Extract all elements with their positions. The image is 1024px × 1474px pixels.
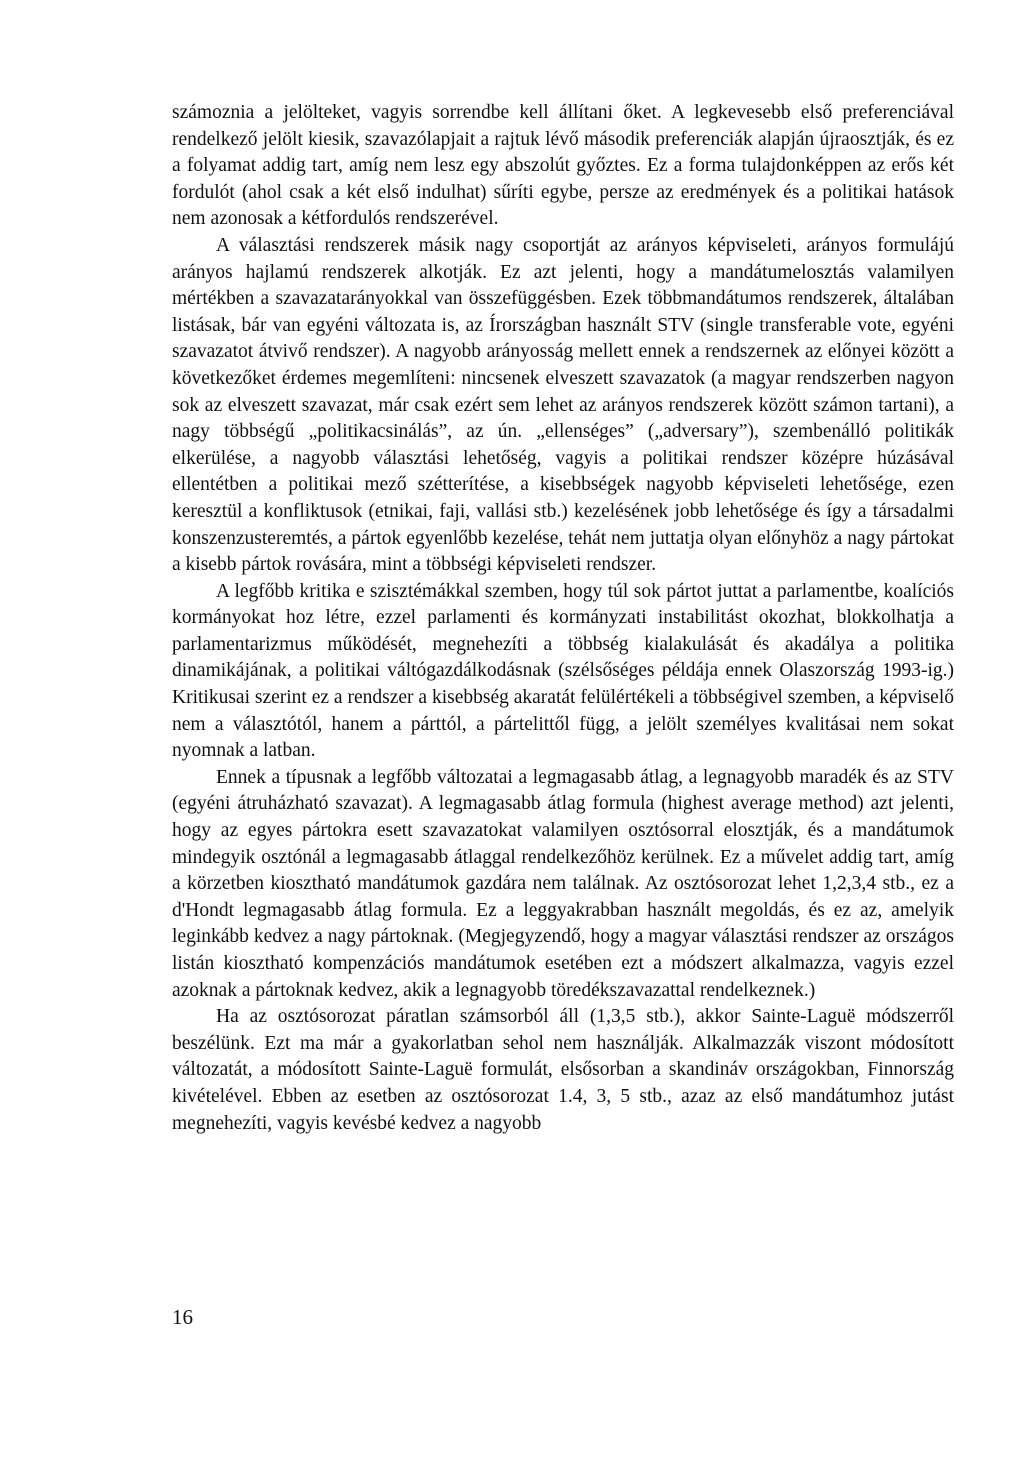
paragraph-criticism: A legfőbb kritika e szisztémákkal szemben, hogy túl sok pártot juttat a parlamentbe, koalíciós kormányokat hoz létre, ezzel parlamenti és kormányzati instabilitást okozhat, blokkolhatja a parlamentarizmus működését, megnehezíti a többség kialakulását és akadálya a politika dinamikájának, a politikai váltógazdálkodásnak (szélsőséges példája ennek Olaszország 1993-ig.) Kritikusai szerint ez a rendszer a kisebbség akaratát felülértékeli a többségivel szemben, a képviselő nem a választótól, hanem a párttól, a pártelittől függ, a jelölt személyes kvalitásai nem sokat nyomnak a latban. bbox=[172, 580, 954, 762]
page-number: 16 bbox=[172, 1305, 193, 1329]
body-text bbox=[172, 100, 954, 1137]
paragraph-proportional-systems: A választási rendszerek másik nagy csoportját az arányos képviseleti, arányos formulájú arányos hajlamú rendszerek alkotják. Ez azt jelenti, hogy a mandátumelosztás valamilyen mértékben a szavazatarányokkal van összefüggésben. Ezek többmandátumos rendszerek, általában listásak, bár van egyéni változata is, az Írországban használt STV (single transferable vote, egyéni szavazatot átvivő rendszer). A nagyobb arányosság mellett ennek a rendszernek az előnyei között a következőket érdemes megemlíteni: nincsenek elveszett szavazatok (a magyar rendszerben nagyon sok az elveszett szavazat, már csak ezért sem lehet az arányos rendszerek között számon tartani), a nagy többségű „politikacsinálás”, az ún. „ellenséges” („adversary”), szembenálló politikák elkerülése, a nagyobb választási lehetőség, vagyis a politikai rendszer középre húzásával ellentétben a politikai mező szétterítése, a kisebbségek nagyobb képviseleti lehetősége, ezen keresztül a konfliktusok (etnikai, faji, vallási stb.) kezelésének jobb lehetősége és így a társadalmi konszenzusteremtés, a pártok egyenlőbb kezelése, tehát nem juttatja olyan előnyhöz a nagy pártokat a kisebb pártok rovására, mint a többségi képviseleti rendszer. bbox=[172, 234, 954, 576]
paragraph-continuation: számoznia a jelölteket, vagyis sorrendbe kell állítani őket. A legkevesebb első preferenciával rendelkező jelölt kiesik, szavazólapjait a rajtuk lévő második preferenciák alapján újraosztják, és ez a folyamat addig tart, amíg nem lesz egy abszolút győztes. Ez a forma tulajdonképpen az erős két fordulót (ahol csak a két első indulhat) sűríti egybe, persze az eredmények és a politikai hatások nem azonosak a kétfordulós rendszerével. bbox=[172, 102, 954, 230]
paragraph-variants: Ennek a típusnak a legfőbb változatai a legmagasabb átlag, a legnagyobb maradék és az STV (egyéni átruházható szavazat). A legmagasabb átlag formula (highest average method) azt jelenti, hogy az egyes pártokra esett szavazatokat valamilyen osztósorral elosztják, és a mandátumok mindegyik osztónál a legmagasabb átlaggal rendelkezőhöz kerülnek. Ez a művelet addig tart, amíg a körzetben kiosztható mandátumok gazdára nem találnak. Az osztósorozat lehet 1,2,3,4 stb., ez a d'Hondt legmagasabb átlag formula. Ez a leggyakrabban használt megoldás, és ez az, amelyik leginkább kedvez a nagy pártoknak. (Megjegyzendő, hogy a magyar választási rendszer az országos listán kiosztható kompenzációs mandátumok esetében ezt a módszert alkalmazza, vagyis ezzel azoknak a pártoknak kedvez, akik a legnagyobb töredékszavazattal rendelkeznek.) bbox=[172, 766, 954, 1001]
paragraph-sainte-lague: Ha az osztósorozat páratlan számsorból áll (1,3,5 stb.), akkor Sainte-Laguë módszerről beszélünk. Ezt ma már a gyakorlatban sehol nem használják. Alkalmazzák viszont módosított változatát, a módosított Sainte-Laguë formulát, elsősorban a skandináv országokban, Finnország kivételével. Ebben az esetben az osztósorozat 1.4, 3, 5 stb., azaz az első mandátumhoz jutást megnehezíti, vagyis kevésbé kedvez a nagyobb bbox=[172, 1006, 954, 1134]
